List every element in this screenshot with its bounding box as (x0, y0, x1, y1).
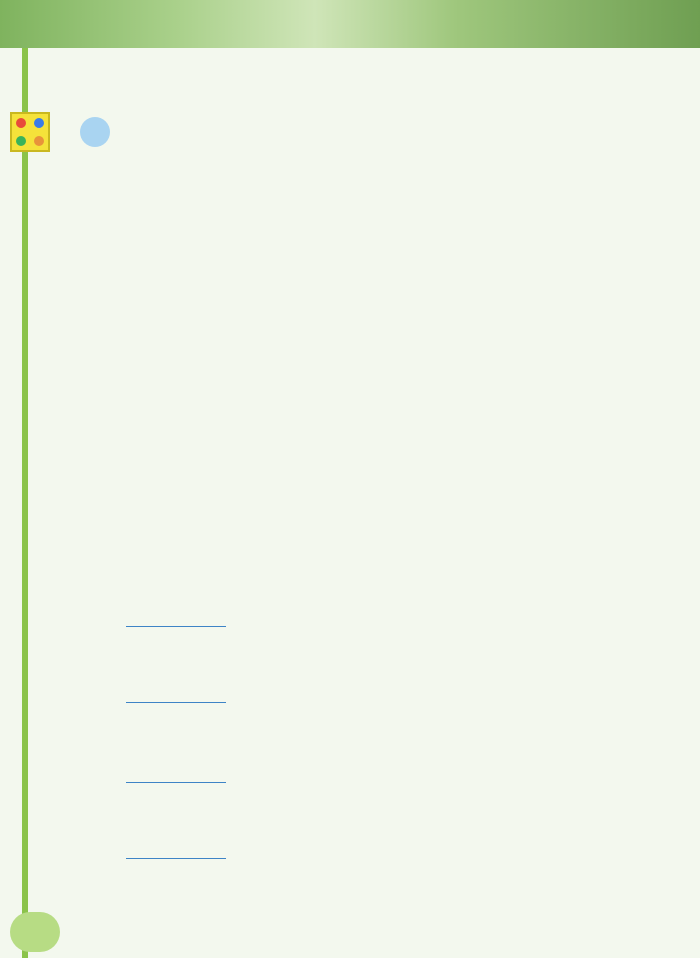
left-margin-bar (22, 48, 28, 958)
thermometer-scale-c (206, 410, 666, 464)
answer-line-3 (126, 782, 226, 783)
answer-line-2 (126, 702, 226, 703)
task-number-badge (80, 117, 110, 147)
answer-line-1 (126, 626, 226, 627)
glass-thermometer-1 (120, 566, 650, 616)
thermometer-scale-b (206, 343, 666, 397)
glass-thermometer-4 (120, 798, 650, 848)
thermometer-scale-a (206, 276, 666, 330)
top-illustration (0, 0, 700, 48)
page-number (10, 912, 60, 952)
glass-thermometer-3 (120, 720, 650, 770)
section-icon (10, 112, 50, 152)
glass-thermometer-2 (120, 643, 650, 693)
answer-line-4 (126, 858, 226, 859)
